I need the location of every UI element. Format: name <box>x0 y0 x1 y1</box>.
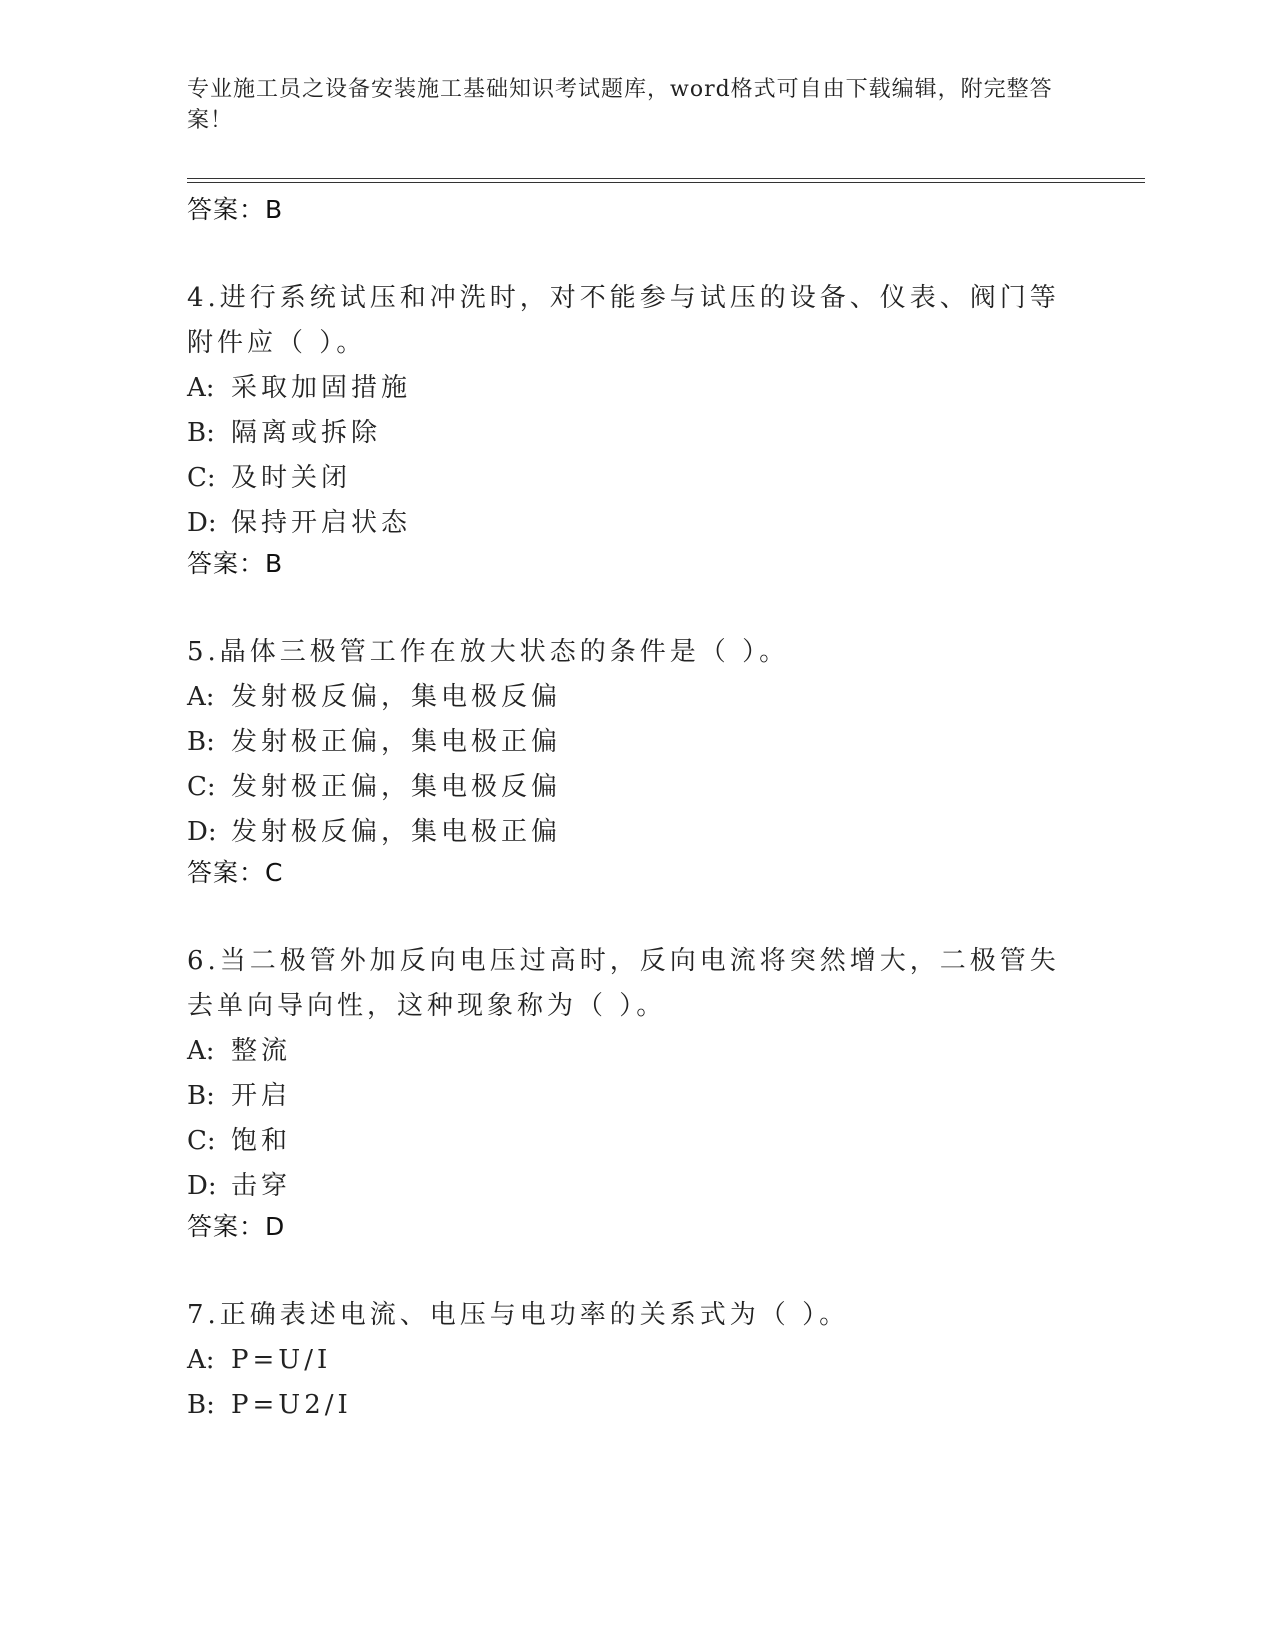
question-stem: 5.晶体三极管工作在放大状态的条件是（ ）。 <box>187 637 790 667</box>
option-c <box>187 1119 1087 1164</box>
option-letter: A: <box>187 1036 215 1066</box>
option-text: 及时关闭 <box>231 463 352 493</box>
header-divider-bottom <box>187 182 1145 183</box>
option-b <box>187 1383 1087 1428</box>
option-text: 发射极反偏，集电极反偏 <box>231 682 562 712</box>
option-letter: A: <box>187 373 215 403</box>
option-b <box>187 411 1087 456</box>
option-text: 发射极正偏，集电极正偏 <box>231 727 562 757</box>
option-c <box>187 456 1087 501</box>
option-letter: C: <box>187 1126 216 1156</box>
question-block <box>187 1293 1087 1428</box>
option-letter: D: <box>187 817 217 847</box>
option-b <box>187 720 1087 765</box>
option-letter: A: <box>187 1345 215 1375</box>
question-stem: 6.当二极管外加反向电压过高时，反向电流将突然增大，二极管失去单向导向性，这种现象称为（ ）。 <box>187 946 1060 1021</box>
option-text: 整流 <box>231 1036 292 1066</box>
option-c <box>187 765 1087 810</box>
option-a <box>187 675 1087 720</box>
header-divider-top <box>187 178 1145 179</box>
option-letter: B: <box>187 727 215 757</box>
question-stem: 7.正确表述电流、电压与电功率的关系式为（ ）。 <box>187 1300 850 1330</box>
option-text: 保持开启状态 <box>231 508 412 538</box>
option-text: 隔离或拆除 <box>231 418 382 448</box>
option-letter: D: <box>187 1171 217 1201</box>
option-a <box>187 1338 1087 1383</box>
option-b <box>187 1074 1087 1119</box>
question-block <box>187 276 1087 582</box>
question-list <box>187 192 1087 1476</box>
option-text: P=U2/I <box>231 1390 352 1420</box>
option-d <box>187 1164 1087 1209</box>
question-stem: 4.进行系统试压和冲洗时，对不能参与试压的设备、仪表、阀门等附件应（ ）。 <box>187 283 1060 358</box>
option-text: 发射极反偏，集电极正偏 <box>231 817 562 847</box>
option-a <box>187 1029 1087 1074</box>
option-text: 发射极正偏，集电极反偏 <box>231 772 562 802</box>
option-letter: B: <box>187 1081 215 1111</box>
option-text: 击穿 <box>231 1171 292 1201</box>
answer-line: 答案：B <box>187 549 284 578</box>
option-letter: C: <box>187 772 216 802</box>
option-text: 饱和 <box>231 1126 292 1156</box>
answer-line: 答案：D <box>187 1212 286 1241</box>
option-letter: A: <box>187 682 215 712</box>
option-letter: B: <box>187 1390 215 1420</box>
answer-line: 答案：B <box>187 195 284 224</box>
option-d <box>187 810 1087 855</box>
document-header: 专业施工员之设备安装施工基础知识考试题库，word格式可自由下载编辑，附完整答案！ <box>187 77 1053 133</box>
option-text: 开启 <box>231 1081 292 1111</box>
option-letter: B: <box>187 418 215 448</box>
question-block <box>187 939 1087 1245</box>
answer-line: 答案：C <box>187 858 284 887</box>
option-text: P=U/I <box>231 1345 332 1375</box>
option-d <box>187 501 1087 546</box>
option-letter: D: <box>187 508 217 538</box>
option-text: 采取加固措施 <box>231 373 412 403</box>
option-letter: C: <box>187 463 216 493</box>
option-a <box>187 366 1087 411</box>
question-block <box>187 630 1087 891</box>
